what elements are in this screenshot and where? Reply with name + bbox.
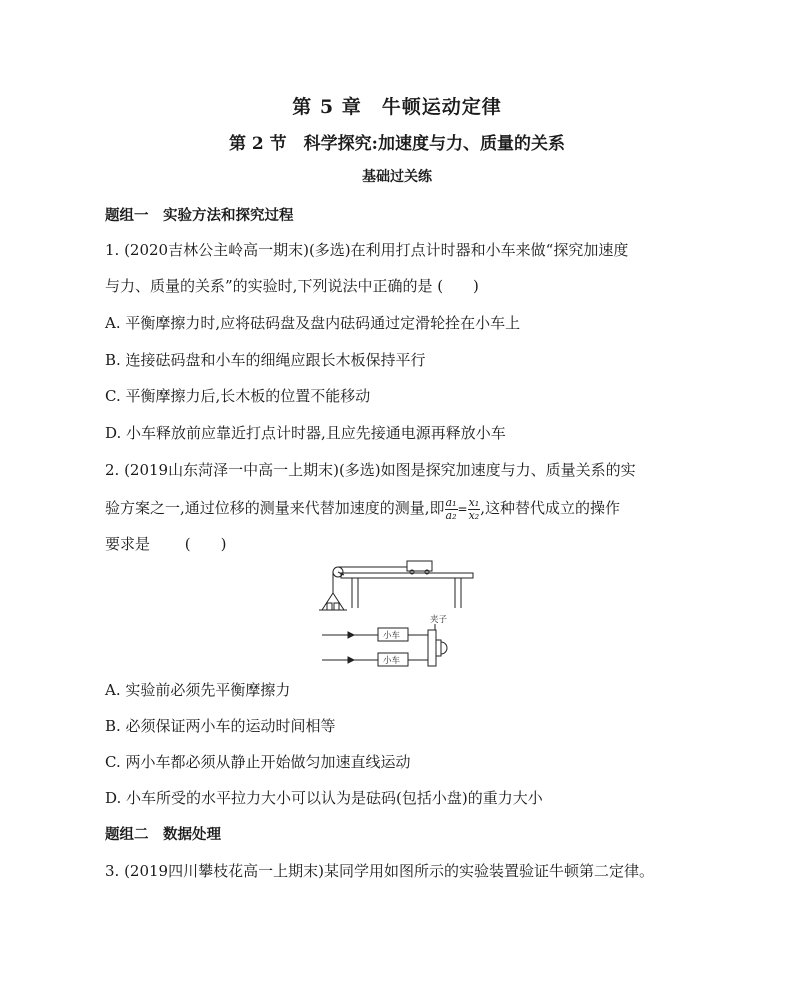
apparatus-side-view bbox=[319, 561, 473, 610]
section-title: 第 2 节 科学探究:加速度与力、质量的关系 bbox=[229, 134, 565, 154]
chapter-title: 第 5 章 牛顿运动定律 bbox=[292, 96, 502, 118]
subsection-title: 基础过关练 bbox=[362, 169, 432, 185]
fraction-x2: x₂ bbox=[468, 508, 480, 522]
fraction-a1: a₁ bbox=[445, 495, 457, 509]
q2-line2 bbox=[105, 495, 620, 522]
q3-line1: 3. (2019四川攀枝花高一上期末)某同学用如图所示的实验装置验证牛顿第二定律。 bbox=[105, 862, 654, 880]
label-cart-lower: 小车 bbox=[383, 656, 401, 666]
q2-option-d: D. 小车所受的水平拉力大小可以认为是砝码(包括小盘)的重力大小 bbox=[105, 789, 543, 807]
q2-line1: 2. (2019山东菏泽一中高一上期末)(多选)如图是探究加速度与力、质量关系的实 bbox=[105, 461, 636, 479]
q1-option-d: D. 小车释放前应靠近打点计时器,且应先接通电源再释放小车 bbox=[105, 424, 506, 442]
q1-line2: 与力、质量的关系”的实验时,下列说法中正确的是 ( ) bbox=[105, 277, 479, 295]
q2-line2-pre: 验方案之一,通过位移的测量来代替加速度的测量,即 bbox=[105, 499, 445, 517]
group2-title: 题组二 数据处理 bbox=[105, 827, 221, 843]
table-top bbox=[341, 573, 473, 578]
q2-option-a: A. 实验前必须先平衡摩擦力 bbox=[105, 681, 291, 699]
fraction-a1-a2 bbox=[445, 497, 458, 522]
label-clip: 夹子 bbox=[430, 615, 448, 625]
fraction-x1: x₁ bbox=[468, 495, 480, 509]
q2-line2-post: ,这种替代成立的操作 bbox=[480, 499, 620, 517]
cart-icon bbox=[407, 561, 432, 571]
q2-option-c: C. 两小车都必须从静止开始做匀加速直线运动 bbox=[105, 753, 411, 771]
weight-icon bbox=[327, 603, 332, 610]
fraction-equals: = bbox=[457, 502, 468, 516]
group1-title: 题组一 实验方法和探究过程 bbox=[105, 208, 294, 224]
label-cart-upper: 小车 bbox=[383, 631, 401, 641]
q1-option-b: B. 连接砝码盘和小车的细绳应跟长木板保持平行 bbox=[105, 351, 426, 369]
q2-option-b: B. 必须保证两小车的运动时间相等 bbox=[105, 717, 336, 735]
q1-option-c: C. 平衡摩擦力后,长木板的位置不能移动 bbox=[105, 387, 371, 405]
weight-pan-icon bbox=[322, 593, 344, 610]
fraction-x1-x2 bbox=[468, 497, 481, 522]
clip-icon bbox=[428, 630, 436, 666]
fraction-a2: a₂ bbox=[445, 508, 457, 522]
q2-line3: 要求是 ( ) bbox=[105, 535, 227, 553]
q1-option-a: A. 平衡摩擦力时,应将砝码盘及盘内砝码通过定滑轮拴在小车上 bbox=[105, 314, 521, 332]
q1-line1: 1. (2020吉林公主岭高一期末)(多选)在利用打点计时器和小车来做“探究加速度 bbox=[105, 241, 629, 259]
experiment-figure bbox=[300, 558, 480, 670]
